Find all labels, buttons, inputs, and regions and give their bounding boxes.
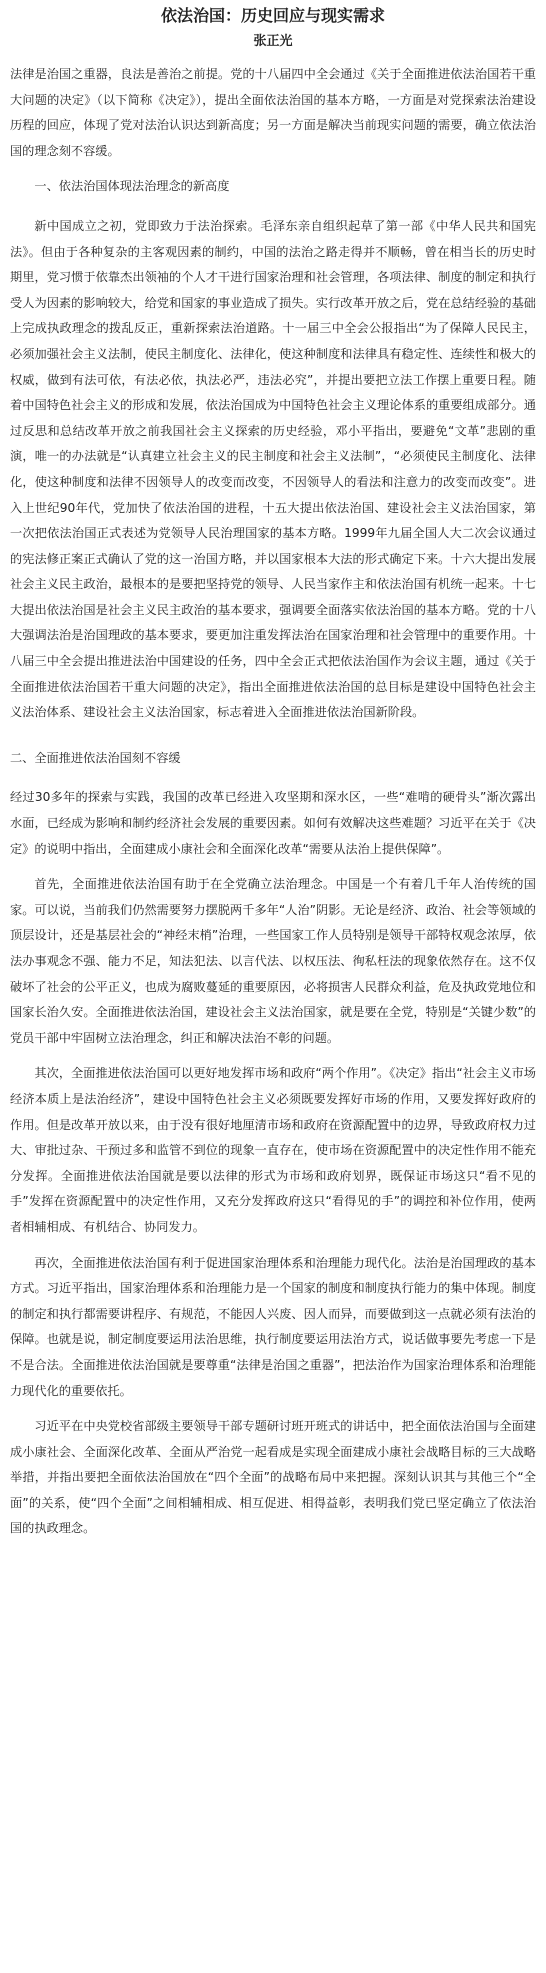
spacer — [10, 736, 536, 746]
article-author: 张正光 — [253, 34, 293, 49]
section2-paragraph-1: 经过30多年的探索与实践，我国的改革已经进入攻坚期和深水区，一些“难啃的硬骨头”渐次露出水面，已经成为影响和制约经济社会发展的重要因素。如何有效解决这些难题？习近平在关于《决定》的说明中指出，全面建成小康社会和全面深化改革“需要从法治上提供保障”。 — [10, 790, 536, 856]
section2-paragraph-3: 其次，全面推进依法治国可以更好地发挥市场和政府“两个作用”。《决定》指出“社会主义市场经济本质上是法治经济”，建设中国特色社会主义必须既要发挥好市场的作用，又要发挥好政府的作用。但是改革开放以来，由于没有很好地厘清市场和政府在资源配置中的边界，导致政府权力过大、审批过杂、干预过多和监管不到位的现象一直存在，使市场在资源配置中的决定性作用不能充分发挥。全面推进依法治国就是要以法律的形式为市场和政府划界，既保证市场这只“看不见的手”发挥在资源配置中的决定性作用，又充分发挥政府这只“看得见的手”的调控和补位作用，使两者相辅相成、有机结合、协同发力。 — [10, 1066, 536, 1234]
section1-paragraph-1: 新中国成立之初，党即致力于法治探索。毛泽东亲自组织起草了第一部《中华人民共和国宪法》。但由于各种复杂的主客观因素的制约，中国的法治之路走得并不顺畅，曾在相当长的历史时期里，党习惯于依靠杰出领袖的个人才干进行国家治理和社会管理，各项法律、制度的制定和执行受人为因素的影响较大，给党和国家的事业造成了损失。实行改革开放之后，党在总结经验的基础上完成执政理念的拨乱反正，重新探索法治道路。十一届三中全会公报指出“为了保障人民民主，必须加强社会主义法制，使民主制度化、法律化，使这种制度和法律具有稳定性、连续性和极大的权威，做到有法可依，有法必依，执法必严，违法必究”，并提出要把立法工作摆上重要日程。随着中国特色社会主义的形成和发展，依法治国成为中国特色社会主义理论体系的重要组成部分。通过反思和总结改革开放之前我国社会主义探索的历史经验，邓小平指出，要避免“文革”悲剧的重演，唯一的办法就是“认真建立社会主义的民主制度和社会主义法制”，“必须使民主制度化、法律化，使这种制度和法律不因领导人的改变而改变，不因领导人的看法和注意力的改变而改变”。进入上世纪90年代，党加快了依法治国的进程，十五大提出依法治国、建设社会主义法治国家，第一次把依法治国正式表述为党领导人民治理国家的基本方略。1999年九届全国人大二次会议通过的宪法修正案正式确认了党的这一治国方略，并以国家根本大法的形式确定下来。十六大提出发展社会主义民主政治，最根本的是要把坚持党的领导、人民当家作主和依法治国有机统一起来。十七大提出依法治国是社会主义民主政治的基本要求，强调要全面落实依法治国的基本方略。党的十八大强调法治是治国理政的基本要求，要更加注重发挥法治在国家治理和社会管理中的重要作用。十八届三中全会提出推进法治中国建设的任务，四中全会正式把依法治国作为会议主题，通过《关于全面推进依法治国若干重大问题的决定》，指出全面推进依法治国的总目标是建设中国特色社会主义法治体系、建设社会主义法治国家，标志着进入全面推进依法治国新阶段。 — [10, 218, 536, 720]
section-heading-2: 二、全面推进依法治国刻不容缓 — [10, 750, 181, 765]
section-heading-1: 一、依法治国体现法治理念的新高度 — [34, 179, 230, 194]
article-title: 依法治国：历史回应与现实需求 — [160, 6, 385, 25]
intro-paragraph: 法律是治国之重器，良法是善治之前提。党的十八届四中全会通过《关于全面推进依法治国若干重大问题的决定》（以下简称《决定》），提出全面依法治国的基本方略，一方面是对党探索法治建设历程的回应，体现了党对法治认识达到新高度；另一方面是解决当前现实问题的需要，确立依法治国的理念刻不容缓。 — [10, 67, 536, 158]
section2-paragraph-5: 习近平在中央党校省部级主要领导干部专题研讨班开班式的讲话中，把全面依法治国与全面建成小康社会、全面深化改革、全面从严治党一起看成是实现全面建成小康社会战略目标的三大战略举措，并指出要把全面依法治国放在“四个全面”的战略布局中来把握。深刻认识其与其他三个“全面”的关系，使“四个全面”之间相辅相成、相互促进、相得益彰，表明我们党已坚定确立了依法治国的执政理念。 — [10, 1419, 536, 1536]
section2-paragraph-4: 再次，全面推进依法治国有利于促进国家治理体系和治理能力现代化。法治是治国理政的基本方式。习近平指出，国家治理体系和治理能力是一个国家的制度和制度执行能力的集中体现。制度的制定和执行都需要讲程序、有规范，不能因人兴废、因人而异，而要做到这一点就必须有法治的保障。也就是说，制定制度要运用法治思维，执行制度要运用法治方式，说话做事要先考虑一下是不是合法。全面推进依法治国就是要尊重“法律是治国之重器”，把法治作为国家治理体系和治理能力现代化的重要依托。 — [10, 1255, 536, 1398]
section2-paragraph-2: 首先，全面推进依法治国有助于在全党确立法治理念。中国是一个有着几千年人治传统的国家。可以说，当前我们仍然需要努力摆脱两千多年“人治”阴影。无论是经济、政治、社会等领域的顶层设计，还是基层社会的“神经末梢”治理，一些国家工作人员特别是领导干部特权观念浓厚，依法办事观念不强、能力不足，知法犯法、以言代法、以权压法、徇私枉法的现象依然存在。这不仅破坏了社会的公平正义，也成为腐败蔓延的重要原因，必将损害人民群众利益，危及执政党地位和国家长治久安。全面推进依法治国，建设社会主义法治国家，就是要在全党，特别是“关键少数”的党员干部中牢固树立法治理念，纠正和解决法治不彰的问题。 — [10, 877, 536, 1045]
